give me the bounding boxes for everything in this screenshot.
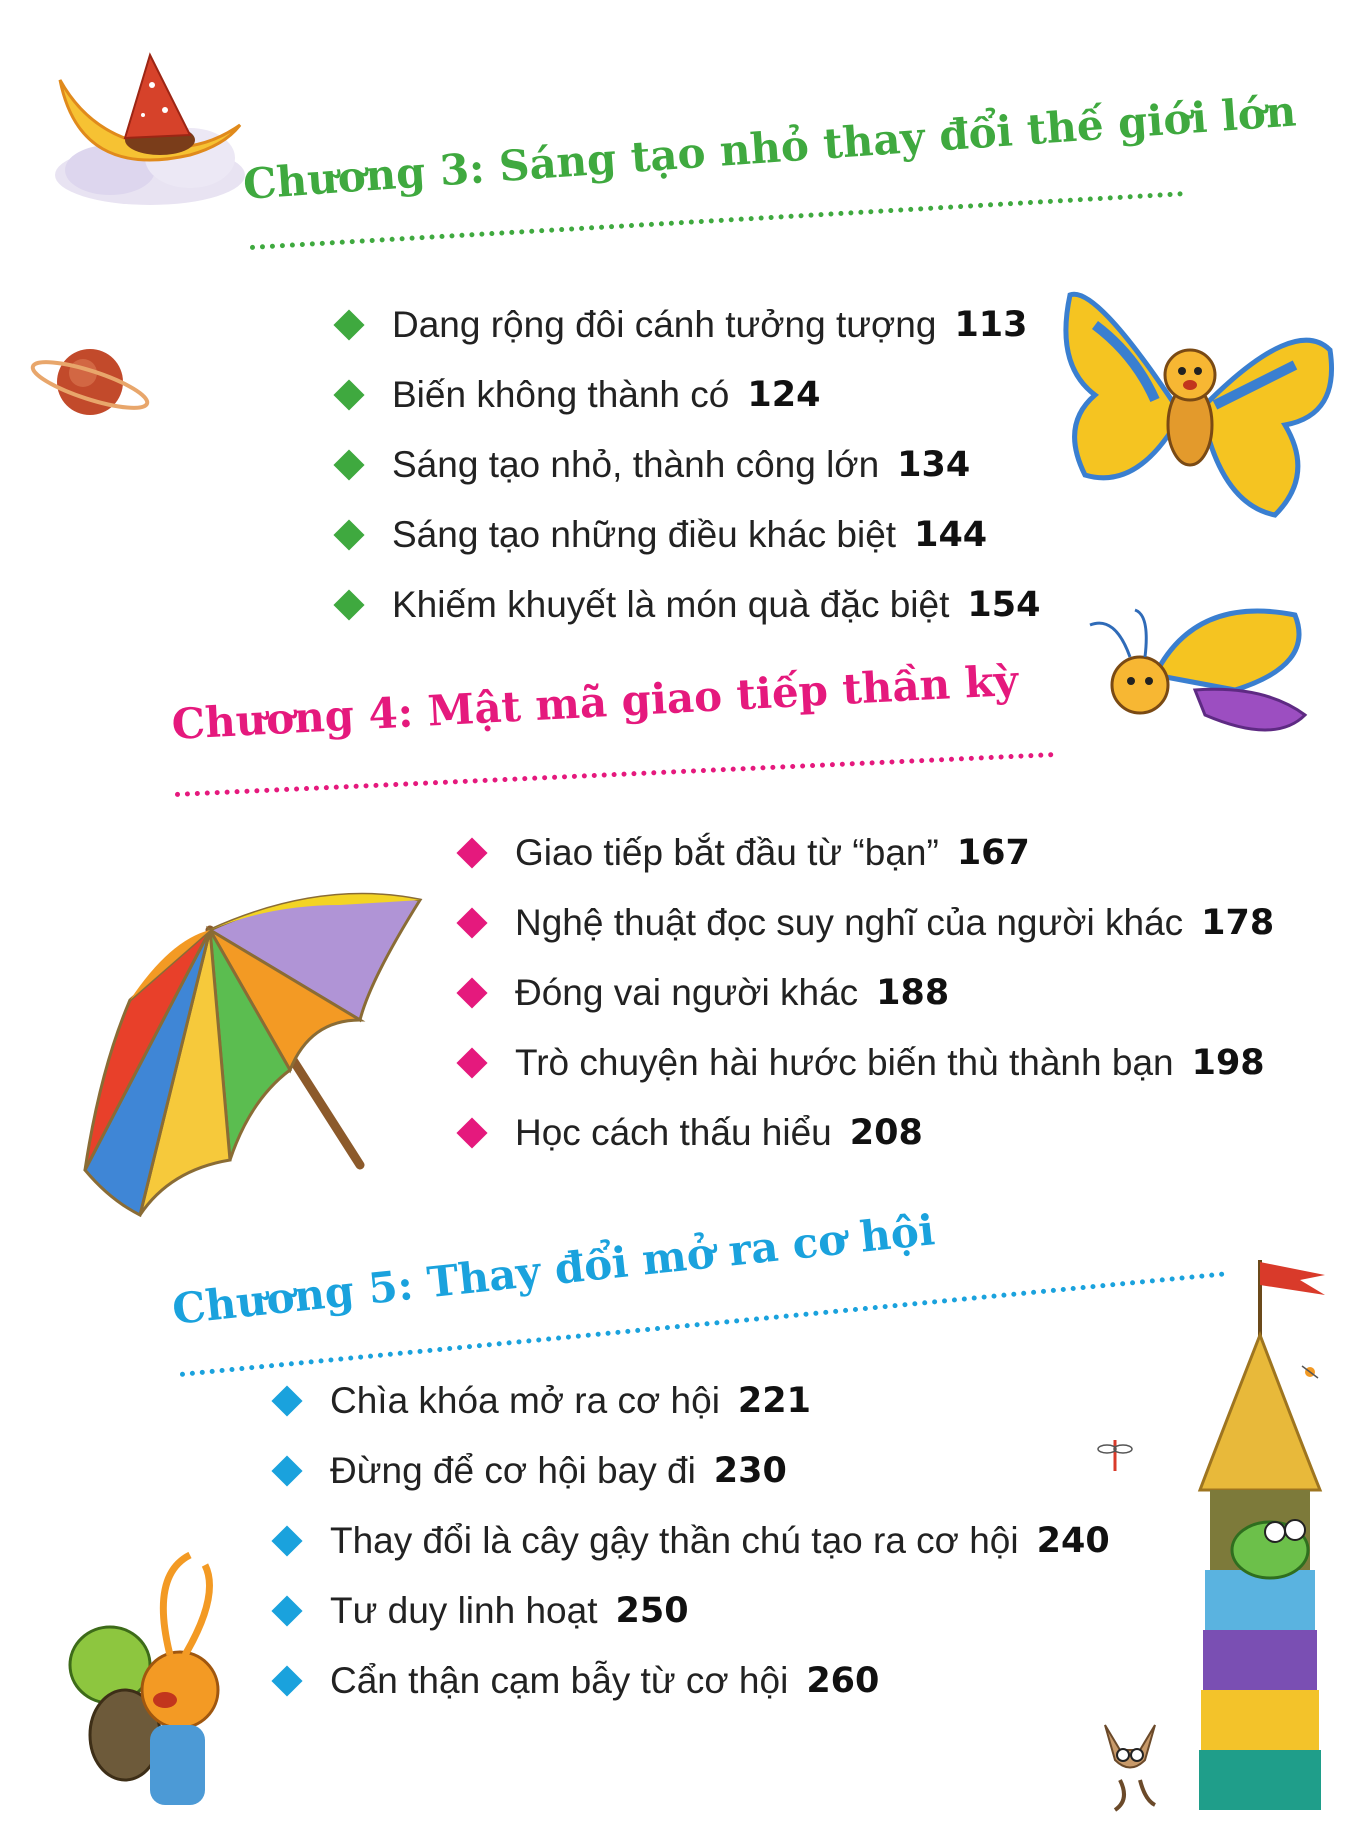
list-item[interactable] [268,1436,1110,1506]
moon-ship-illustration [40,40,250,210]
item-title: Sáng tạo những điều khác biệt [392,514,897,555]
list-item[interactable] [453,888,1274,958]
list-item[interactable] [268,1506,1110,1576]
page-number: 240 [1036,1521,1110,1561]
page-number: 178 [1201,903,1275,943]
small-butterfly-illustration [1075,595,1325,765]
diamond-bullet-icon [333,589,364,620]
item-title: Đóng vai người khác [515,972,859,1013]
item-title: Khiếm khuyết là món quà đặc biệt [392,584,950,625]
diamond-bullet-icon [456,1117,487,1148]
list-item[interactable] [330,360,1040,430]
diamond-bullet-icon [271,1525,302,1556]
chapter-3-title: Chương 3: Sáng tạo nhỏ thay đổi thế giới lớn [241,86,1298,209]
umbrella-illustration [40,870,430,1220]
item-title: Giao tiếp bắt đầu từ “bạn” [515,832,939,873]
item-title: Học cách thấu hiểu [515,1112,832,1153]
item-title: Nghệ thuật đọc suy nghĩ của người khác [515,902,1184,943]
list-item[interactable] [268,1576,1110,1646]
item-title: Chìa khóa mở ra cơ hội [330,1380,720,1421]
planet-illustration [28,335,153,430]
page-number: 208 [849,1113,923,1153]
chapter-3-list [330,290,1040,640]
list-item[interactable] [330,500,1040,570]
diamond-bullet-icon [271,1385,302,1416]
diamond-bullet-icon [271,1595,302,1626]
insect-icon [1298,1360,1322,1384]
diamond-bullet-icon [456,1047,487,1078]
diamond-bullet-icon [271,1455,302,1486]
chapter-5-title: Chương 5: Thay đổi mở ra cơ hội [169,1205,937,1334]
diamond-bullet-icon [333,309,364,340]
page-number: 113 [954,305,1028,345]
item-title: Sáng tạo nhỏ, thành công lớn [392,444,880,485]
page-number: 260 [806,1661,880,1701]
list-item[interactable] [268,1646,1110,1716]
diamond-bullet-icon [333,519,364,550]
diamond-bullet-icon [333,449,364,480]
page-number: 198 [1191,1043,1265,1083]
chapter-5-list [268,1366,1110,1716]
diamond-bullet-icon [333,379,364,410]
page-number: 221 [737,1381,811,1421]
item-title: Thay đổi là cây gậy thần chú tạo ra cơ hội [330,1520,1019,1561]
list-item[interactable] [330,570,1040,640]
list-item[interactable] [268,1366,1110,1436]
list-item[interactable] [453,1028,1274,1098]
item-title: Tư duy linh hoạt [330,1590,598,1631]
diamond-bullet-icon [456,837,487,868]
tower-illustration [1175,1250,1345,1840]
page-number: 188 [876,973,950,1013]
list-item[interactable] [453,818,1274,888]
item-title: Trò chuyện hài hước biến thù thành bạn [515,1042,1174,1083]
item-title: Biến không thành có [392,374,730,415]
page-number: 144 [914,515,988,555]
chapter-4-list [453,818,1274,1168]
page-number: 154 [967,585,1041,625]
turtle-and-friend-illustration [40,1535,230,1825]
dog-illustration [1085,1705,1175,1815]
page-number: 167 [956,833,1030,873]
page-number: 124 [747,375,821,415]
butterfly-illustration [1055,275,1345,545]
page-number: 250 [615,1591,689,1631]
chapter-4-dotted-underline [175,752,1054,797]
page-number: 230 [713,1451,787,1491]
list-item[interactable] [330,290,1040,360]
diamond-bullet-icon [271,1665,302,1696]
item-title: Cẩn thận cạm bẫy từ cơ hội [330,1660,789,1701]
diamond-bullet-icon [456,907,487,938]
diamond-bullet-icon [456,977,487,1008]
list-item[interactable] [330,430,1040,500]
list-item[interactable] [453,958,1274,1028]
item-title: Dang rộng đôi cánh tưởng tượng [392,304,937,345]
page-number: 134 [897,445,971,485]
chapter-4-title: Chương 4: Mật mã giao tiếp thần kỳ [170,655,1020,749]
item-title: Đừng để cơ hội bay đi [330,1450,696,1491]
list-item[interactable] [453,1098,1274,1168]
chapter-3-dotted-underline [250,191,1184,250]
